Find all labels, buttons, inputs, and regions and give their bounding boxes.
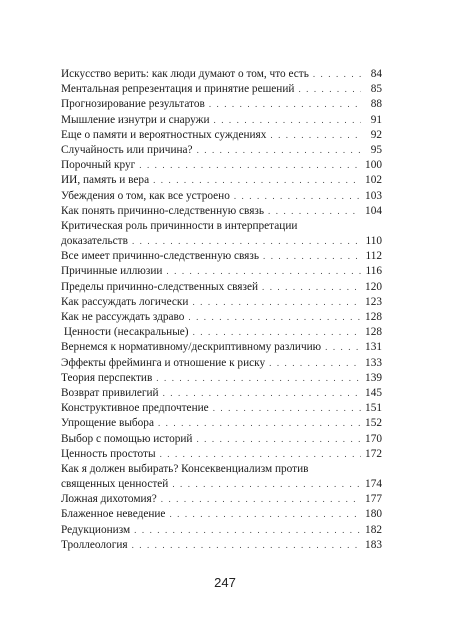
toc-entry-page: 174 [365, 478, 382, 491]
toc-entry-page: 177 [365, 493, 382, 506]
toc-entry-page: 84 [370, 68, 382, 80]
toc-entry-title: Порочный круг [61, 159, 136, 172]
toc-leader-dots [325, 340, 361, 355]
toc-leader-dots [214, 113, 361, 128]
toc-leader-dots [188, 310, 361, 325]
toc-leader-dots [192, 295, 361, 310]
toc-entry [61, 356, 382, 371]
toc-leader-dots [158, 416, 361, 431]
toc-entry-page: 112 [365, 250, 382, 263]
toc-entry [61, 128, 382, 143]
toc-entry [61, 158, 382, 173]
toc-entry-title: Возврат привилегий [61, 386, 159, 399]
page-number: 247 [214, 575, 236, 590]
toc-entry [61, 295, 382, 310]
toc-entry [61, 280, 382, 295]
toc-entry-title: Редукционизм [61, 523, 131, 536]
toc-entry-page: 116 [365, 265, 382, 278]
toc-leader-dots [134, 523, 361, 538]
toc-entry-continued [61, 462, 382, 477]
toc-entry-page: 103 [365, 189, 382, 202]
table-of-contents [61, 67, 382, 553]
toc-entry [61, 507, 382, 522]
toc-leader-dots [153, 173, 361, 188]
toc-leader-dots [169, 507, 361, 522]
toc-entry [61, 143, 382, 158]
toc-entry-title: Троллеология [61, 538, 128, 551]
toc-entry [61, 538, 382, 553]
toc-entry-title: Ментальная репрезентация и принятие решений [61, 83, 295, 96]
toc-entry [61, 432, 382, 447]
toc-entry-title: Упрощение выбора [61, 417, 154, 430]
toc-entry-page: 152 [365, 417, 382, 430]
toc-entry-page: 172 [365, 447, 382, 460]
toc-leader-dots [161, 492, 361, 507]
toc-leader-dots [209, 97, 361, 112]
toc-entry-title: Все имеет причинно-следственную связь [61, 250, 259, 263]
toc-entry-title: Еще о памяти и вероятностных суждениях [61, 128, 267, 141]
toc-entry-title: священных ценностей [61, 478, 169, 491]
toc-entry-page: 183 [365, 538, 382, 551]
toc-entry-page: 110 [365, 235, 382, 248]
toc-entry-title: Ценность простоты [61, 447, 156, 460]
toc-leader-dots [269, 356, 361, 371]
toc-entry-page: 104 [365, 204, 382, 217]
toc-entry [61, 447, 382, 462]
toc-entry-page: 145 [365, 386, 382, 399]
toc-entry [61, 310, 382, 325]
toc-entry-page: 151 [365, 402, 382, 415]
toc-entry [61, 325, 382, 340]
toc-entry-title: Как не рассуждать здраво [61, 311, 185, 323]
toc-leader-dots [132, 234, 361, 249]
toc-leader-dots [213, 401, 361, 416]
toc-leader-dots [193, 325, 361, 340]
toc-entry-title: Блаженное неведение [61, 508, 166, 521]
toc-entry-title: Вернемся к нормативному/дескриптивному различию [61, 341, 322, 354]
toc-leader-dots [298, 82, 361, 97]
toc-entry [61, 82, 382, 97]
toc-entry-page: 123 [365, 295, 382, 308]
toc-entry [61, 371, 382, 386]
toc-entry-title: Эффекты фрейминга и отношение к риску [61, 356, 266, 369]
toc-leader-dots [234, 189, 361, 204]
toc-entry-title: Пределы причинно-следственных связей [61, 280, 259, 293]
toc-entry-title: Как я должен выбирать? Консеквенциализм против [61, 462, 309, 475]
toc-entry-title: Убеждения о том, как все устроено [61, 189, 230, 202]
toc-entry-page: 92 [370, 128, 382, 141]
toc-entry [61, 401, 382, 416]
toc-leader-dots [163, 386, 361, 401]
toc-entry [61, 264, 382, 279]
toc-leader-dots [172, 477, 361, 492]
toc-entry-title: Искусство верить: как люди думают о том, что есть [61, 68, 309, 80]
toc-entry-page: 182 [365, 523, 382, 536]
toc-entry-page: 91 [370, 113, 382, 126]
toc-leader-dots [197, 143, 361, 158]
toc-entry [61, 97, 382, 112]
toc-entry-continued [61, 219, 382, 234]
toc-leader-dots [268, 204, 361, 219]
toc-leader-dots [160, 447, 361, 462]
toc-entry-page: 170 [365, 432, 382, 445]
toc-leader-dots [132, 538, 361, 553]
toc-entry-title: Причинные иллюзии [61, 265, 163, 278]
toc-entry-title: ИИ, память и вера [61, 174, 150, 187]
toc-entry-title: Как рассуждать логически [61, 295, 189, 308]
toc-entry-title: Прогнозирование результатов [61, 98, 205, 111]
toc-entry-title: Критическая роль причинности в интерпретации [61, 219, 298, 232]
toc-entry [61, 386, 382, 401]
toc-entry [61, 189, 382, 204]
toc-entry-title: Мышление изнутри и снаружи [61, 113, 210, 126]
toc-leader-dots [262, 280, 361, 295]
toc-leader-dots [270, 128, 361, 143]
toc-leader-dots [166, 264, 361, 279]
toc-leader-dots [313, 67, 361, 82]
toc-entry [61, 249, 382, 264]
toc-entry [61, 340, 382, 355]
toc-entry [61, 416, 382, 431]
toc-entry [61, 67, 382, 82]
toc-entry-title: Выбор с помощью историй [61, 432, 193, 445]
toc-entry-page: 131 [365, 341, 382, 354]
toc-entry-page: 85 [370, 83, 382, 96]
toc-entry [61, 173, 382, 188]
toc-entry-page: 133 [365, 356, 382, 369]
toc-entry-page: 102 [365, 174, 382, 187]
toc-entry [61, 523, 382, 538]
toc-entry [61, 234, 382, 249]
toc-leader-dots [156, 371, 361, 386]
toc-entry [61, 204, 382, 219]
toc-entry [61, 492, 382, 507]
toc-entry-page: 100 [365, 159, 382, 172]
toc-leader-dots [263, 249, 361, 264]
toc-entry-title: Ценности (несакральные) [61, 326, 189, 339]
toc-entry-title: доказательств [61, 235, 128, 248]
toc-entry-title: Ложная дихотомия? [61, 493, 157, 506]
toc-entry-title: Конструктивное предпочтение [61, 402, 209, 415]
toc-entry [61, 477, 382, 492]
toc-entry-page: 128 [365, 311, 382, 323]
toc-entry-page: 139 [365, 371, 382, 384]
toc-leader-dots [139, 158, 361, 173]
toc-entry-page: 180 [365, 508, 382, 521]
toc-leader-dots [196, 432, 361, 447]
toc-entry-title: Случайность или причина? [61, 143, 193, 156]
toc-entry-page: 95 [370, 143, 382, 156]
toc-entry-page: 128 [365, 326, 382, 339]
toc-entry-title: Как понять причинно-следственную связь [61, 204, 265, 217]
toc-entry-page: 88 [370, 98, 382, 111]
toc-entry [61, 113, 382, 128]
toc-entry-title: Теория перспектив [61, 371, 153, 384]
toc-entry-page: 120 [365, 280, 382, 293]
